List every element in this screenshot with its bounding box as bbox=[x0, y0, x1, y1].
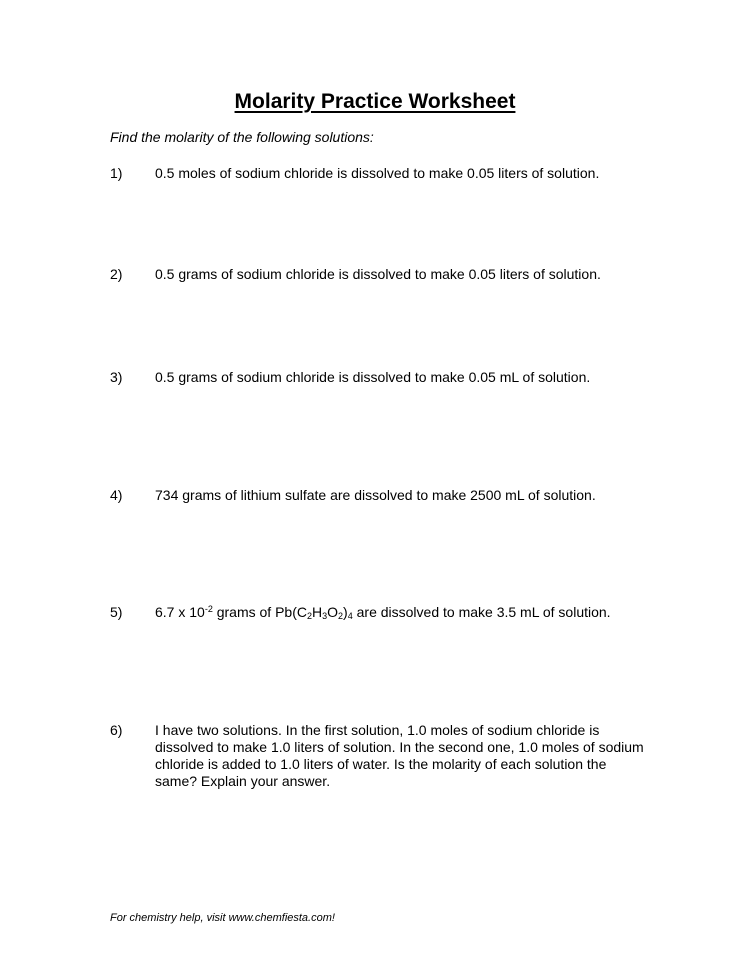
oxygen-count: 2 bbox=[338, 611, 344, 621]
hydrogen-count: 3 bbox=[322, 611, 328, 621]
question-number: 2) bbox=[110, 266, 123, 282]
question-number: 3) bbox=[110, 369, 123, 385]
worksheet-title: Molarity Practice Worksheet bbox=[234, 90, 516, 113]
question-number: 6) bbox=[110, 722, 123, 738]
question-number: 5) bbox=[110, 604, 123, 620]
formula-count: 4 bbox=[347, 611, 353, 621]
question-text bbox=[155, 604, 650, 621]
formula-close: ) bbox=[343, 604, 348, 620]
question-text: 734 grams of lithium sulfate are dissolved to make 2500 mL of solution. bbox=[155, 487, 596, 503]
footer-note: For chemistry help, visit www.chemfiesta.com! bbox=[110, 912, 335, 924]
units-before-formula: grams of Pb(C bbox=[212, 604, 307, 620]
question-number: 4) bbox=[110, 487, 123, 503]
question-text: I have two solutions. In the first solution, 1.0 moles of sodium chloride is dissolved to make 1.0 liters of solution. In the second one, 1.0 moles of sodium chloride is added to 1.0 liters of water. Is the molarity of each solution the same? Explain your answer. bbox=[155, 722, 644, 789]
question-text: 0.5 moles of sodium chloride is dissolved to make 0.05 liters of solution. bbox=[155, 165, 600, 181]
instructions: Find the molarity of the following solutions: bbox=[110, 129, 374, 145]
carbon-count: 2 bbox=[306, 611, 312, 621]
question-text: 0.5 grams of sodium chloride is dissolved to make 0.05 liters of solution. bbox=[155, 266, 601, 282]
text-after-formula: are dissolved to make 3.5 mL of solution. bbox=[352, 604, 611, 620]
exponent: -2 bbox=[204, 604, 213, 614]
mantissa: 6.7 x 10 bbox=[155, 604, 205, 620]
hydrogen-symbol: H bbox=[312, 604, 323, 620]
question-text: 0.5 grams of sodium chloride is dissolved to make 0.05 mL of solution. bbox=[155, 369, 591, 385]
question-number: 1) bbox=[110, 165, 123, 181]
oxygen-symbol: O bbox=[327, 604, 339, 620]
